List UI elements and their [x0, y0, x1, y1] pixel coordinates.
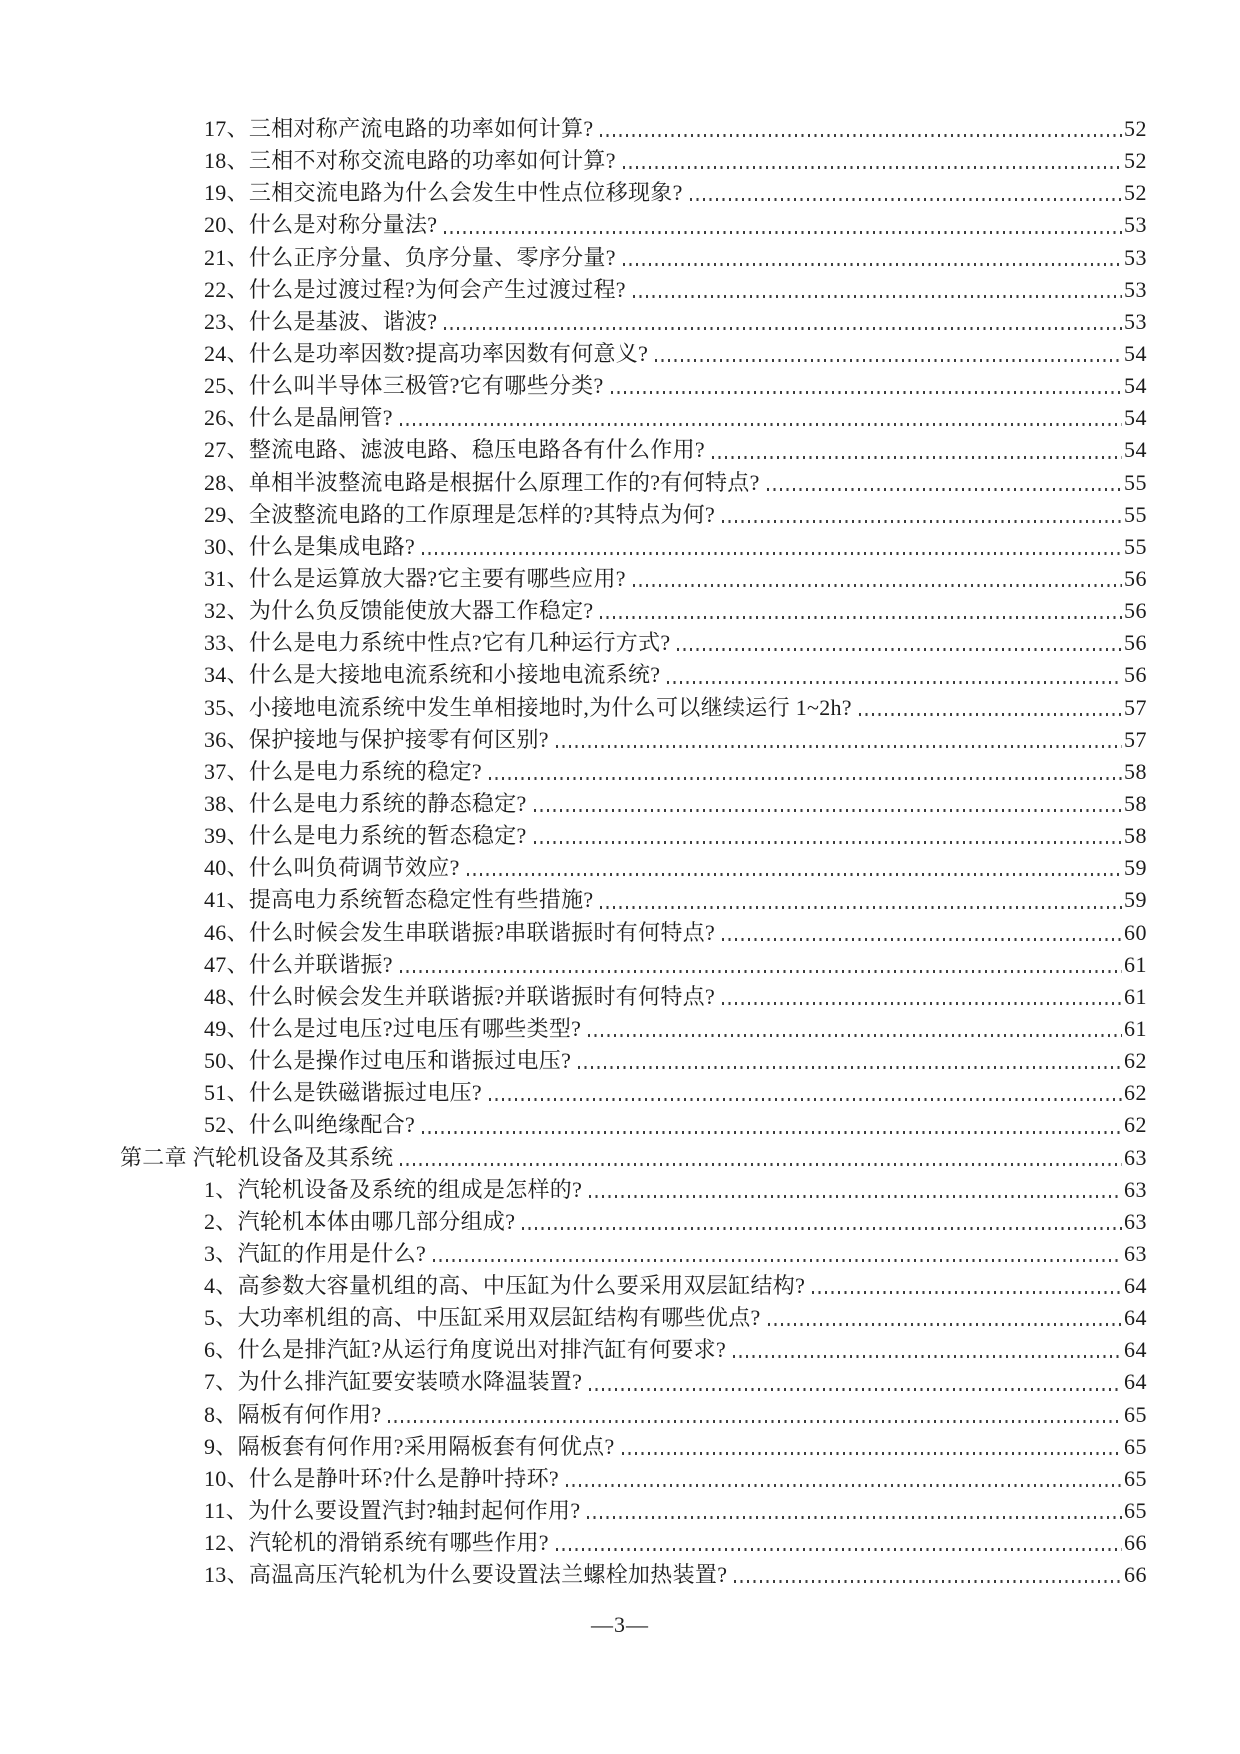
toc-entry-label: 9、隔板套有何作用?采用隔板套有何优点?: [204, 1433, 615, 1459]
toc-item-row: [120, 530, 1147, 562]
dot-leader: [422, 1131, 1122, 1134]
page-number-footer: —3—: [591, 1612, 649, 1637]
toc-entry-page-number: 54: [1124, 437, 1147, 463]
toc-item-row: [120, 851, 1147, 883]
toc-item-row: [120, 273, 1147, 305]
toc-item-row: [120, 691, 1147, 723]
dot-leader: [467, 873, 1122, 876]
dot-leader: [589, 1388, 1122, 1391]
toc-item-row: [120, 1269, 1147, 1301]
toc-entry-page-number: 59: [1124, 887, 1147, 913]
toc-entry-page-number: 61: [1124, 951, 1147, 977]
dot-leader: [433, 1259, 1122, 1262]
toc-item-row: [120, 980, 1147, 1012]
dot-leader: [578, 1066, 1122, 1069]
toc-item-row: [120, 594, 1147, 626]
dot-leader: [767, 488, 1122, 491]
toc-item-row: [120, 1108, 1147, 1140]
toc-item-row: [120, 1205, 1147, 1237]
toc-entry-label: 22、什么是过渡过程?为何会产生过渡过程?: [204, 276, 626, 302]
dot-leader: [489, 1098, 1122, 1101]
toc-list: [120, 112, 1147, 1590]
toc-item-row: [120, 112, 1147, 144]
toc-item-row: [120, 755, 1147, 787]
toc-item-row: [120, 1430, 1147, 1462]
toc-item-row: [120, 1365, 1147, 1397]
toc-entry-label: 11、为什么要设置汽封?轴封起何作用?: [204, 1498, 581, 1524]
toc-chapter-title: 第二章 汽轮机设备及其系统: [120, 1144, 394, 1170]
dot-leader: [600, 616, 1122, 619]
dot-leader: [556, 1548, 1122, 1551]
toc-item-row: [120, 1237, 1147, 1269]
dot-leader: [623, 166, 1122, 169]
toc-entry-page-number: 65: [1124, 1465, 1147, 1491]
toc-entry-label: 12、汽轮机的滑销系统有哪些作用?: [204, 1530, 549, 1556]
dot-leader: [633, 584, 1122, 587]
toc-entry-page-number: 61: [1124, 983, 1147, 1009]
toc-item-row: [120, 916, 1147, 948]
toc-item-row: [120, 369, 1147, 401]
toc-entry-page-number: 54: [1124, 373, 1147, 399]
toc-entry-page-number: 56: [1124, 565, 1147, 591]
toc-entry-page-number: 64: [1124, 1273, 1147, 1299]
toc-item-row: [120, 1494, 1147, 1526]
toc-entry-page-number: 56: [1124, 598, 1147, 624]
toc-item-row: [120, 626, 1147, 658]
toc-entry-label: 34、什么是大接地电流系统和小接地电流系统?: [204, 662, 661, 688]
toc-entry-label: 38、什么是电力系统的静态稳定?: [204, 790, 527, 816]
dot-leader: [534, 809, 1122, 812]
dot-leader: [444, 327, 1122, 330]
toc-entry-label: 33、什么是电力系统中性点?它有几种运行方式?: [204, 630, 671, 656]
toc-item-row: [120, 498, 1147, 530]
toc-entry-label: 29、全波整流电路的工作原理是怎样的?其特点为何?: [204, 501, 716, 527]
toc-entry-page-number: 55: [1124, 533, 1147, 559]
toc-entry-page-number: 59: [1124, 855, 1147, 881]
toc-entry-label: 18、三相不对称交流电路的功率如何计算?: [204, 148, 616, 174]
dot-leader: [690, 198, 1122, 201]
toc-entry-label: 50、什么是操作过电压和谐振过电压?: [204, 1048, 572, 1074]
toc-entry-page-number: 58: [1124, 758, 1147, 784]
toc-item-row: [120, 883, 1147, 915]
toc-entry-label: 26、什么是晶闸管?: [204, 405, 393, 431]
toc-item-row: [120, 1301, 1147, 1333]
toc-item-row: [120, 176, 1147, 208]
toc-item-row: [120, 1076, 1147, 1108]
dot-leader: [667, 681, 1122, 684]
toc-entry-label: 25、什么叫半导体三极管?它有哪些分类?: [204, 373, 604, 399]
toc-entry-page-number: 63: [1124, 1240, 1147, 1266]
toc-entry-label: 52、什么叫绝缘配合?: [204, 1112, 416, 1138]
toc-entry-page-number: 62: [1124, 1080, 1147, 1106]
toc-entry-label: 51、什么是铁磁谐振过电压?: [204, 1080, 482, 1106]
toc-entry-page-number: 60: [1124, 919, 1147, 945]
toc-entry-page-number: 52: [1124, 148, 1147, 174]
dot-leader: [600, 906, 1122, 909]
toc-entry-label: 47、什么并联谐振?: [204, 951, 393, 977]
toc-entry-page-number: 53: [1124, 308, 1147, 334]
toc-entry-label: 13、高温高压汽轮机为什么要设置法兰螺栓加热装置?: [204, 1562, 728, 1588]
toc-entry-page-number: 55: [1124, 469, 1147, 495]
toc-item-row: [120, 723, 1147, 755]
toc-entry-page-number: 58: [1124, 790, 1147, 816]
toc-entry-page-number: 66: [1124, 1530, 1147, 1556]
dot-leader: [489, 777, 1122, 780]
toc-entry-label: 37、什么是电力系统的稳定?: [204, 758, 482, 784]
toc-entry-page-number: 62: [1124, 1048, 1147, 1074]
toc-entry-label: 40、什么叫负荷调节效应?: [204, 855, 460, 881]
toc-entry-page-number: 63: [1124, 1176, 1147, 1202]
toc-entry-page-number: 66: [1124, 1562, 1147, 1588]
toc-entry-label: 24、什么是功率因数?提高功率因数有何意义?: [204, 340, 649, 366]
toc-chapter-row: [120, 1141, 1147, 1173]
toc-entry-page-number: 65: [1124, 1498, 1147, 1524]
toc-entry-label: 49、什么是过电压?过电压有哪些类型?: [204, 1015, 582, 1041]
toc-entry-page-number: 56: [1124, 662, 1147, 688]
toc-entry-label: 30、什么是集成电路?: [204, 533, 416, 559]
toc-item-row: [120, 1012, 1147, 1044]
dot-leader: [422, 552, 1122, 555]
toc-item-row: [120, 1044, 1147, 1076]
toc-entry-label: 6、什么是排汽缸?从运行角度说出对排汽缸有何要求?: [204, 1337, 727, 1363]
dot-leader: [589, 1195, 1122, 1198]
toc-entry-page-number: 57: [1124, 726, 1147, 752]
toc-entry-page-number: 55: [1124, 501, 1147, 527]
dot-leader: [444, 231, 1122, 234]
toc-entry-page-number: 54: [1124, 340, 1147, 366]
toc-entry-page-number: 52: [1124, 180, 1147, 206]
dot-leader: [712, 456, 1122, 459]
dot-leader: [622, 1452, 1122, 1455]
dot-leader: [733, 1355, 1122, 1358]
toc-entry-page-number: 57: [1124, 694, 1147, 720]
toc-item-row: [120, 1333, 1147, 1365]
dot-leader: [655, 359, 1122, 362]
dot-leader: [600, 134, 1122, 137]
toc-entry-label: 39、什么是电力系统的暂态稳定?: [204, 823, 527, 849]
dot-leader: [812, 1291, 1122, 1294]
toc-item-row: [120, 241, 1147, 273]
toc-entry-page-number: 53: [1124, 244, 1147, 270]
dot-leader: [588, 1034, 1122, 1037]
toc-item-row: [120, 1398, 1147, 1430]
toc-item-row: [120, 787, 1147, 819]
toc-item-row: [120, 562, 1147, 594]
dot-leader: [722, 1002, 1122, 1005]
toc-entry-page-number: 58: [1124, 823, 1147, 849]
toc-entry-page-number: 61: [1124, 1015, 1147, 1041]
toc-entry-page-number: 64: [1124, 1337, 1147, 1363]
toc-entry-label: 28、单相半波整流电路是根据什么原理工作的?有何特点?: [204, 469, 760, 495]
toc-entry-label: 3、汽缸的作用是什么?: [204, 1240, 427, 1266]
toc-item-row: [120, 948, 1147, 980]
toc-item-row: [120, 144, 1147, 176]
toc-item-row: [120, 1173, 1147, 1205]
dot-leader: [623, 263, 1122, 266]
dot-leader: [400, 1163, 1122, 1166]
dot-leader: [768, 1323, 1122, 1326]
dot-leader: [859, 713, 1122, 716]
toc-entry-label: 17、三相对称产流电路的功率如何计算?: [204, 116, 594, 141]
toc-entry-label: 23、什么是基波、谐波?: [204, 308, 438, 334]
dot-leader: [534, 841, 1122, 844]
toc-item-row: [120, 1558, 1147, 1590]
toc-entry-page-number: 53: [1124, 212, 1147, 238]
dot-leader: [734, 1580, 1122, 1583]
dot-leader: [722, 938, 1122, 941]
toc-entry-label: 41、提高电力系统暂态稳定性有些措施?: [204, 887, 594, 913]
toc-entry-label: 7、为什么排汽缸要安装喷水降温装置?: [204, 1369, 583, 1395]
toc-entry-label: 1、汽轮机设备及系统的组成是怎样的?: [204, 1176, 583, 1202]
toc-item-row: [120, 337, 1147, 369]
dot-leader: [566, 1484, 1122, 1487]
toc-entry-label: 8、隔板有何作用?: [204, 1401, 382, 1427]
dot-leader: [400, 423, 1122, 426]
toc-entry-page-number: 54: [1124, 405, 1147, 431]
toc-entry-label: 48、什么时候会发生并联谐振?并联谐振时有何特点?: [204, 983, 716, 1009]
toc-entry-label: 5、大功率机组的高、中压缸采用双层缸结构有哪些优点?: [204, 1305, 761, 1331]
toc-entry-page-number: 64: [1124, 1369, 1147, 1395]
toc-item-row: [120, 208, 1147, 240]
toc-entry-page-number: 64: [1124, 1305, 1147, 1331]
toc-entry-label: 2、汽轮机本体由哪几部分组成?: [204, 1208, 516, 1234]
toc-entry-page-number: 62: [1124, 1112, 1147, 1138]
toc-item-row: [120, 1526, 1147, 1558]
toc-entry-label: 4、高参数大容量机组的高、中压缸为什么要采用双层缸结构?: [204, 1273, 806, 1299]
toc-entry-page-number: 56: [1124, 630, 1147, 656]
dot-leader: [587, 1516, 1122, 1519]
dot-leader: [677, 648, 1122, 651]
dot-leader: [722, 520, 1122, 523]
dot-leader: [388, 1420, 1122, 1423]
toc-entry-label: 36、保护接地与保护接零有何区别?: [204, 726, 549, 752]
toc-item-row: [120, 658, 1147, 690]
toc-entry-label: 21、什么正序分量、负序分量、零序分量?: [204, 244, 616, 270]
toc-item-row: [120, 401, 1147, 433]
toc-entry-page-number: 63: [1124, 1144, 1147, 1170]
toc-entry-page-number: 65: [1124, 1433, 1147, 1459]
toc-entry-label: 19、三相交流电路为什么会发生中性点位移现象?: [204, 180, 683, 206]
toc-item-row: [120, 466, 1147, 498]
toc-item-row: [120, 433, 1147, 465]
dot-leader: [522, 1227, 1122, 1230]
toc-entry-page-number: 63: [1124, 1208, 1147, 1234]
toc-entry-page-number: 65: [1124, 1401, 1147, 1427]
dot-leader: [556, 745, 1122, 748]
toc-item-row: [120, 305, 1147, 337]
toc-entry-label: 27、整流电路、滤波电路、稳压电路各有什么作用?: [204, 437, 705, 463]
toc-entry-label: 32、为什么负反馈能使放大器工作稳定?: [204, 598, 594, 624]
toc-entry-label: 31、什么是运算放大器?它主要有哪些应用?: [204, 565, 626, 591]
toc-entry-label: 20、什么是对称分量法?: [204, 212, 438, 238]
dot-leader: [611, 391, 1122, 394]
toc-entry-label: 10、什么是静叶环?什么是静叶持环?: [204, 1465, 559, 1491]
toc-item-row: [120, 819, 1147, 851]
toc-entry-page-number: 52: [1124, 116, 1147, 141]
toc-item-row: [120, 1462, 1147, 1494]
toc-entry-page-number: 53: [1124, 276, 1147, 302]
toc-entry-label: 35、小接地电流系统中发生单相接地时,为什么可以继续运行 1~2h?: [204, 694, 852, 720]
toc-entry-label: 46、什么时候会发生串联谐振?串联谐振时有何特点?: [204, 919, 716, 945]
dot-leader: [633, 295, 1122, 298]
dot-leader: [400, 970, 1122, 973]
